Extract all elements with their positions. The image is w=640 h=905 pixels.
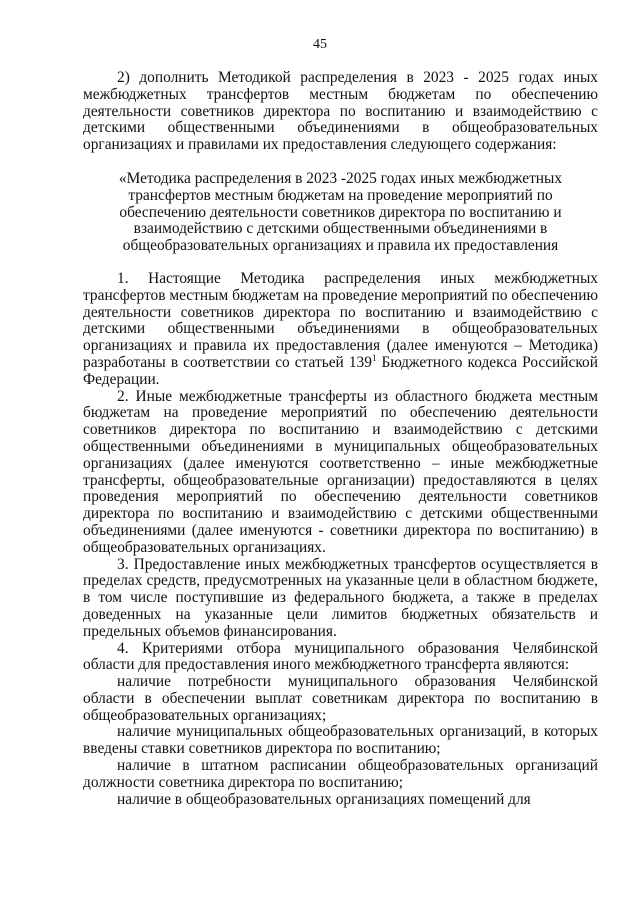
intro-paragraph: 2) дополнить Методикой распределения в 2023 - 2025 годах иных межбюджетных трансфертов местным бюджетам по обеспечению деятельности советников директора по воспитанию и взаимодействию с детскими общественными объединениями в общеобразовательных организациях и правилами их предоставления следующего содержания: [83,69,598,154]
paragraph-1-end: Бюджетного кодекса Российской Федерации. [83,353,598,388]
methodology-title: «Методика распределения в 2023 -2025 годах иных межбюджетных трансфертов местным бюджетам на проведение мероприятий по обеспечению деятельности советников директора по воспитанию и взаимодействию с детскими общественными объединениями в общеобразовательных организациях и правила их предоставления [118,169,563,255]
paragraph-4: 4. Критериями отбора муниципального образования Челябинской области для предоставления иного межбюджетного трансферта являются: [83,639,598,674]
page-number: 45 [313,37,327,52]
criterion-3: наличие в штатном расписании общеобразовательных организаций должности советника директора по воспитанию; [83,757,598,791]
criterion-4: наличие в общеобразовательных организациях помещений для [117,790,531,808]
document-body [83,70,598,808]
paragraph-1-text: 1. Настоящие Методика распределения иных межбюджетных трансфертов местным бюджетам на проведение мероприятий по обеспечению деятельности советников директора по воспитанию и взаимодействию с детскими общественными объединениями в общеобразовательных организациях и правила их предоставления (далее именуются – Методика) разработаны в соответствии со статьей 139 [83,269,598,371]
paragraph-2: 2. Иные межбюджетные трансферты из областного бюджета местным бюджетам на проведение мероприятий по обеспечению деятельности советников директора по воспитанию и взаимодействию с детскими общественными объединениями в муниципальных общеобразовательных организациях (далее именуются соответственно – иные межбюджетные трансферты, общеобразовательные организации) предоставляются в целях проведения мероприятий по обеспечению деятельности советников директора по воспитанию и взаимодействию с детскими общественными объединениями (далее именуются - советники директора по воспитанию) в общеобразовательных организациях. [83,387,598,556]
paragraph-3: 3. Предоставление иных межбюджетных трансфертов осуществляется в пределах средств, предусмотренных на указанные цели в областном бюджете, в том числе поступившие из федерального бюджета, а также в пределах доведенных на указанные цели лимитов бюджетных обязательств и предельных объемов финансирования. [83,555,598,640]
paragraph-1 [83,271,598,389]
article-superscript: 1 [371,352,377,363]
criterion-2: наличие муниципальных общеобразовательных организаций, в которых введены ставки советников директора по воспитанию; [83,723,598,758]
criterion-1: наличие потребности муниципального образования Челябинской области в обеспечении выплат советникам директора по воспитанию в общеобразовательных организациях; [83,673,598,724]
